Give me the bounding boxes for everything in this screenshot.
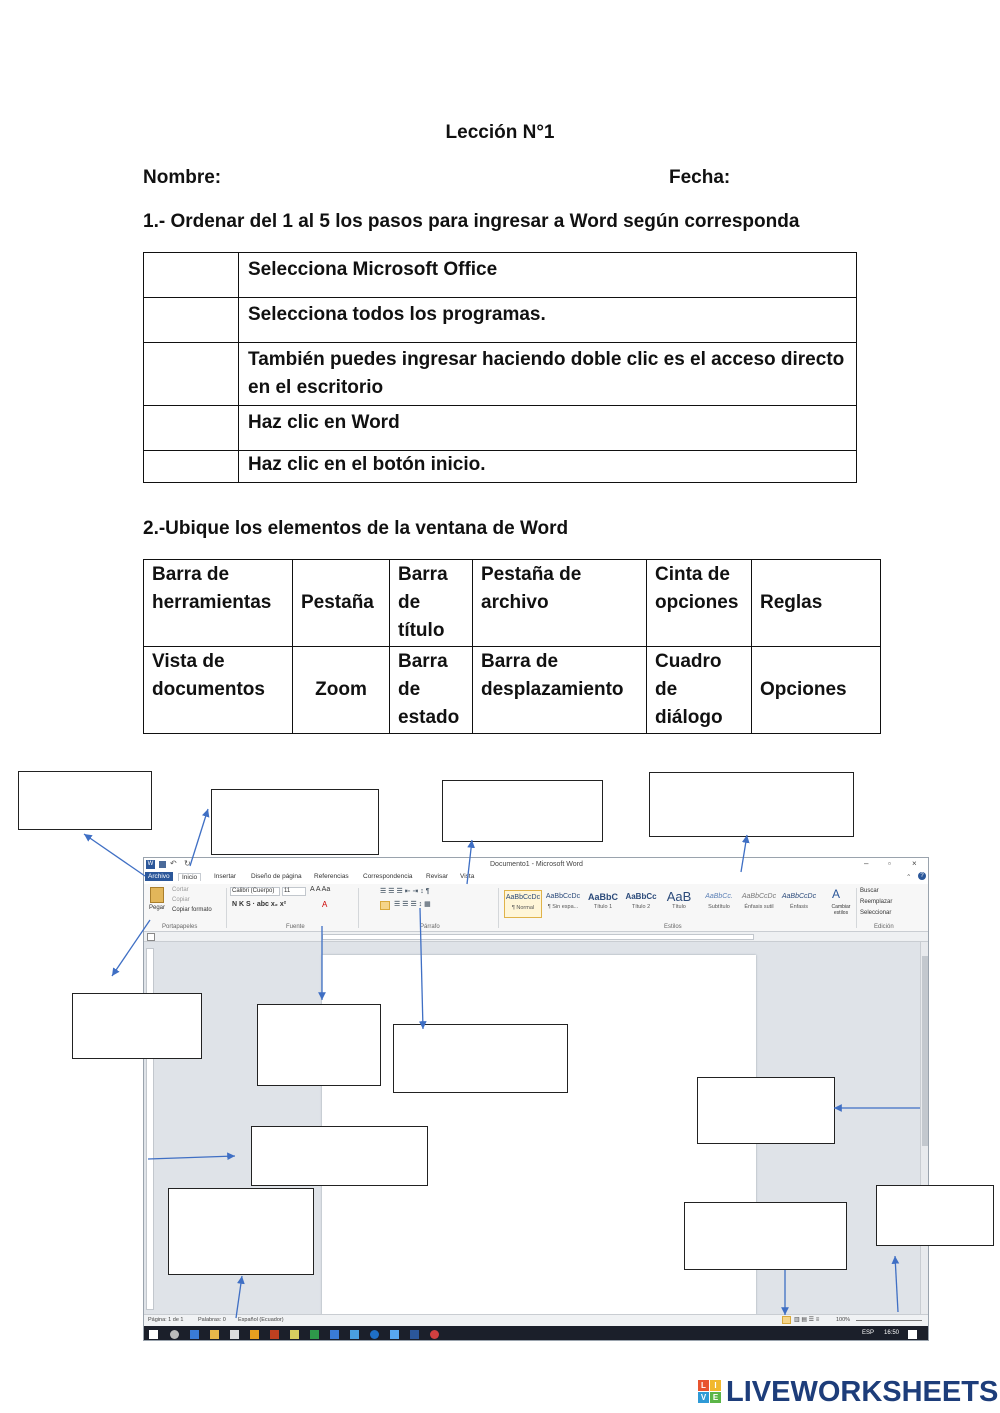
paragraph-group-label: Párrafo bbox=[420, 924, 440, 930]
step-text: Haz clic en el botón inicio. bbox=[239, 451, 857, 483]
table-row bbox=[144, 406, 857, 451]
style-normal: AaBbCcDc ¶ Normal bbox=[504, 890, 542, 918]
answer-box[interactable] bbox=[649, 772, 854, 837]
app-icon bbox=[190, 1330, 199, 1339]
status-language: Español (Ecuador) bbox=[238, 1317, 284, 1323]
answer-box[interactable] bbox=[18, 771, 152, 830]
elements-table bbox=[143, 559, 881, 734]
lesson-title: Lección N°1 bbox=[445, 122, 555, 143]
step-text: También puedes ingresar haciendo doble clic es el acceso directo en el escritorio bbox=[239, 343, 857, 406]
redo-icon: ↻ bbox=[184, 859, 191, 868]
answer-box[interactable] bbox=[442, 780, 603, 842]
save-icon bbox=[159, 861, 166, 868]
search-icon bbox=[170, 1330, 179, 1339]
styles-group-label: Estilos bbox=[664, 924, 682, 930]
group-separator bbox=[856, 888, 857, 928]
grow-font-icon: A A Aa bbox=[310, 886, 331, 893]
close-icon: × bbox=[912, 859, 917, 868]
step-number-input[interactable] bbox=[144, 298, 239, 343]
tab-revisar: Revisar bbox=[426, 873, 449, 880]
style-heading2: AaBbCc Título 2 bbox=[625, 892, 657, 910]
font-group-label: Fuente bbox=[286, 924, 305, 930]
steps-table bbox=[143, 252, 857, 483]
date-label: Fecha: bbox=[669, 167, 731, 188]
paste-label: Pegar bbox=[149, 905, 166, 911]
font-color-icon: A bbox=[322, 900, 328, 909]
style-subtle-emphasis: AaBbCcDc Énfasis sutil bbox=[741, 893, 777, 910]
table-row bbox=[144, 298, 857, 343]
title-bar bbox=[144, 858, 929, 872]
element-cell: Barra de estado bbox=[390, 647, 473, 734]
step-text: Selecciona todos los programas. bbox=[239, 298, 857, 343]
style-title: AaB Título bbox=[666, 889, 692, 910]
group-separator bbox=[498, 888, 499, 928]
logo-badge-icon: L I V E bbox=[698, 1380, 722, 1404]
style-emphasis: AaBbCcDc Énfasis bbox=[781, 893, 817, 910]
app-icon bbox=[250, 1330, 259, 1339]
tab-correspondencia: Correspondencia bbox=[363, 873, 413, 880]
liveworksheets-logo bbox=[698, 1376, 998, 1410]
find-label: Buscar bbox=[860, 888, 879, 894]
element-cell: Cuadro de diálogo bbox=[647, 647, 752, 734]
element-cell: Pestaña bbox=[293, 560, 390, 647]
word-logo-icon: W bbox=[147, 861, 154, 867]
scrollbar-thumb bbox=[922, 956, 928, 1146]
help-icon: ? bbox=[918, 872, 926, 880]
zoom-slider bbox=[856, 1320, 922, 1321]
list-icons: ☰ ☰ ☰ ⇤ ⇥ ↕ ¶ bbox=[380, 888, 430, 895]
cut-label: Cortar bbox=[172, 887, 189, 893]
ribbon-tabs bbox=[144, 872, 929, 884]
answer-box[interactable] bbox=[211, 789, 379, 855]
answer-box[interactable] bbox=[251, 1126, 428, 1186]
group-separator bbox=[226, 888, 227, 928]
question1-prompt: 1.- Ordenar del 1 al 5 los pasos para ingresar a Word según corresponda bbox=[143, 211, 800, 232]
word-task-icon bbox=[410, 1330, 419, 1339]
browser-icon bbox=[370, 1330, 379, 1339]
ribbon bbox=[144, 884, 929, 932]
print-layout-icon bbox=[782, 1316, 791, 1324]
style-heading1: AaBbC Título 1 bbox=[587, 892, 618, 910]
element-cell: Barra de título bbox=[390, 560, 473, 647]
font-format-icons: N K S · abc x₂ x² bbox=[232, 901, 287, 908]
table-row bbox=[144, 343, 857, 406]
tray-language: ESP bbox=[862, 1330, 875, 1336]
step-number-input[interactable] bbox=[144, 406, 239, 451]
step-text: Selecciona Microsoft Office bbox=[239, 253, 857, 298]
align-icons: ☰ ☰ ☰ ↕ ▦ bbox=[394, 901, 431, 908]
tab-referencias: Referencias bbox=[314, 873, 349, 880]
folder-icon bbox=[210, 1330, 219, 1339]
change-styles-icon: A bbox=[832, 887, 841, 901]
app-icon bbox=[350, 1330, 359, 1339]
ruler-track bbox=[322, 934, 754, 940]
table-row bbox=[144, 560, 881, 647]
windows-taskbar bbox=[144, 1326, 929, 1341]
status-zoom: 100% bbox=[836, 1317, 851, 1323]
status-bar bbox=[144, 1314, 929, 1326]
element-cell: Barra de desplazamiento bbox=[473, 647, 647, 734]
notifications-icon bbox=[908, 1330, 917, 1339]
question2-prompt: 2.-Ubique los elementos de la ventana de Word bbox=[143, 518, 569, 539]
style-subtitle: AaBbCc. Subtítulo bbox=[705, 893, 733, 910]
font-size-input: 11 bbox=[282, 887, 306, 896]
clipboard-group-label: Portapapeles bbox=[162, 924, 198, 930]
restore-icon: ▫ bbox=[888, 859, 891, 868]
editing-group-label: Edición bbox=[874, 924, 894, 930]
name-label: Nombre: bbox=[143, 167, 222, 188]
arrow-line bbox=[84, 834, 145, 876]
tab-selector-icon bbox=[147, 933, 155, 941]
excel-icon bbox=[310, 1330, 319, 1339]
answer-box[interactable] bbox=[684, 1202, 847, 1270]
answer-box[interactable] bbox=[393, 1024, 568, 1093]
answer-box[interactable] bbox=[697, 1077, 835, 1144]
tray-time: 16:50 bbox=[884, 1330, 900, 1336]
select-label: Seleccionar bbox=[860, 910, 892, 916]
app-icon bbox=[330, 1330, 339, 1339]
app-icon bbox=[430, 1330, 439, 1339]
tab-archivo: Archivo bbox=[145, 872, 173, 881]
element-cell: Pestaña de archivo bbox=[473, 560, 647, 647]
app-icon bbox=[390, 1330, 399, 1339]
answer-box[interactable] bbox=[168, 1188, 314, 1275]
replace-label: Reemplazar bbox=[860, 899, 893, 905]
element-cell: Cinta de opciones bbox=[647, 560, 752, 647]
view-icons: ▥ ▤ ☰ ≡ bbox=[794, 1317, 820, 1323]
app-icon bbox=[270, 1330, 279, 1339]
element-cell: Reglas bbox=[752, 560, 881, 647]
table-row bbox=[144, 647, 881, 734]
group-separator bbox=[358, 888, 359, 928]
change-styles-label: Cambiar estilos bbox=[831, 904, 851, 916]
tab-insertar: Insertar bbox=[214, 873, 237, 880]
step-number-input[interactable] bbox=[144, 451, 239, 483]
start-icon bbox=[149, 1330, 158, 1339]
step-number-input[interactable] bbox=[144, 253, 239, 298]
step-number-input[interactable] bbox=[144, 343, 239, 406]
tab-vista: Vista bbox=[460, 873, 475, 880]
copy-label: Copiar bbox=[172, 897, 190, 903]
document-title: Documento1 - Microsoft Word bbox=[490, 861, 583, 868]
answer-box[interactable] bbox=[72, 993, 202, 1059]
app-icon bbox=[290, 1330, 299, 1339]
tab-diseno: Diseño de página bbox=[251, 873, 302, 880]
align-left-icon bbox=[380, 901, 390, 910]
logo-text: LIVEWORKSHEETS bbox=[726, 1376, 999, 1408]
style-no-spacing: AaBbCcDc ¶ Sin espa... bbox=[545, 893, 581, 910]
step-text: Haz clic en Word bbox=[239, 406, 857, 451]
minimize-icon: – bbox=[864, 859, 869, 868]
store-icon bbox=[230, 1330, 239, 1339]
undo-icon: ↶ bbox=[170, 859, 177, 868]
element-cell: Opciones bbox=[752, 647, 881, 734]
element-cell: Barra de herramientas bbox=[144, 560, 293, 647]
status-page: Página: 1 de 1 bbox=[148, 1317, 184, 1323]
horizontal-ruler bbox=[144, 932, 929, 942]
answer-box[interactable] bbox=[876, 1185, 994, 1246]
status-words: Palabras: 0 bbox=[198, 1317, 226, 1323]
tab-inicio: Inicio bbox=[178, 873, 201, 881]
font-name-input: Calibri (Cuerpo) bbox=[230, 887, 280, 896]
table-row bbox=[144, 253, 857, 298]
collapse-ribbon-icon: ⌃ bbox=[906, 874, 912, 881]
element-cell: Vista de documentos bbox=[144, 647, 293, 734]
answer-box[interactable] bbox=[257, 1004, 381, 1086]
format-painter-label: Copiar formato bbox=[172, 907, 212, 913]
table-row bbox=[144, 451, 857, 483]
paste-icon bbox=[150, 887, 164, 903]
element-cell: Zoom bbox=[293, 647, 390, 734]
